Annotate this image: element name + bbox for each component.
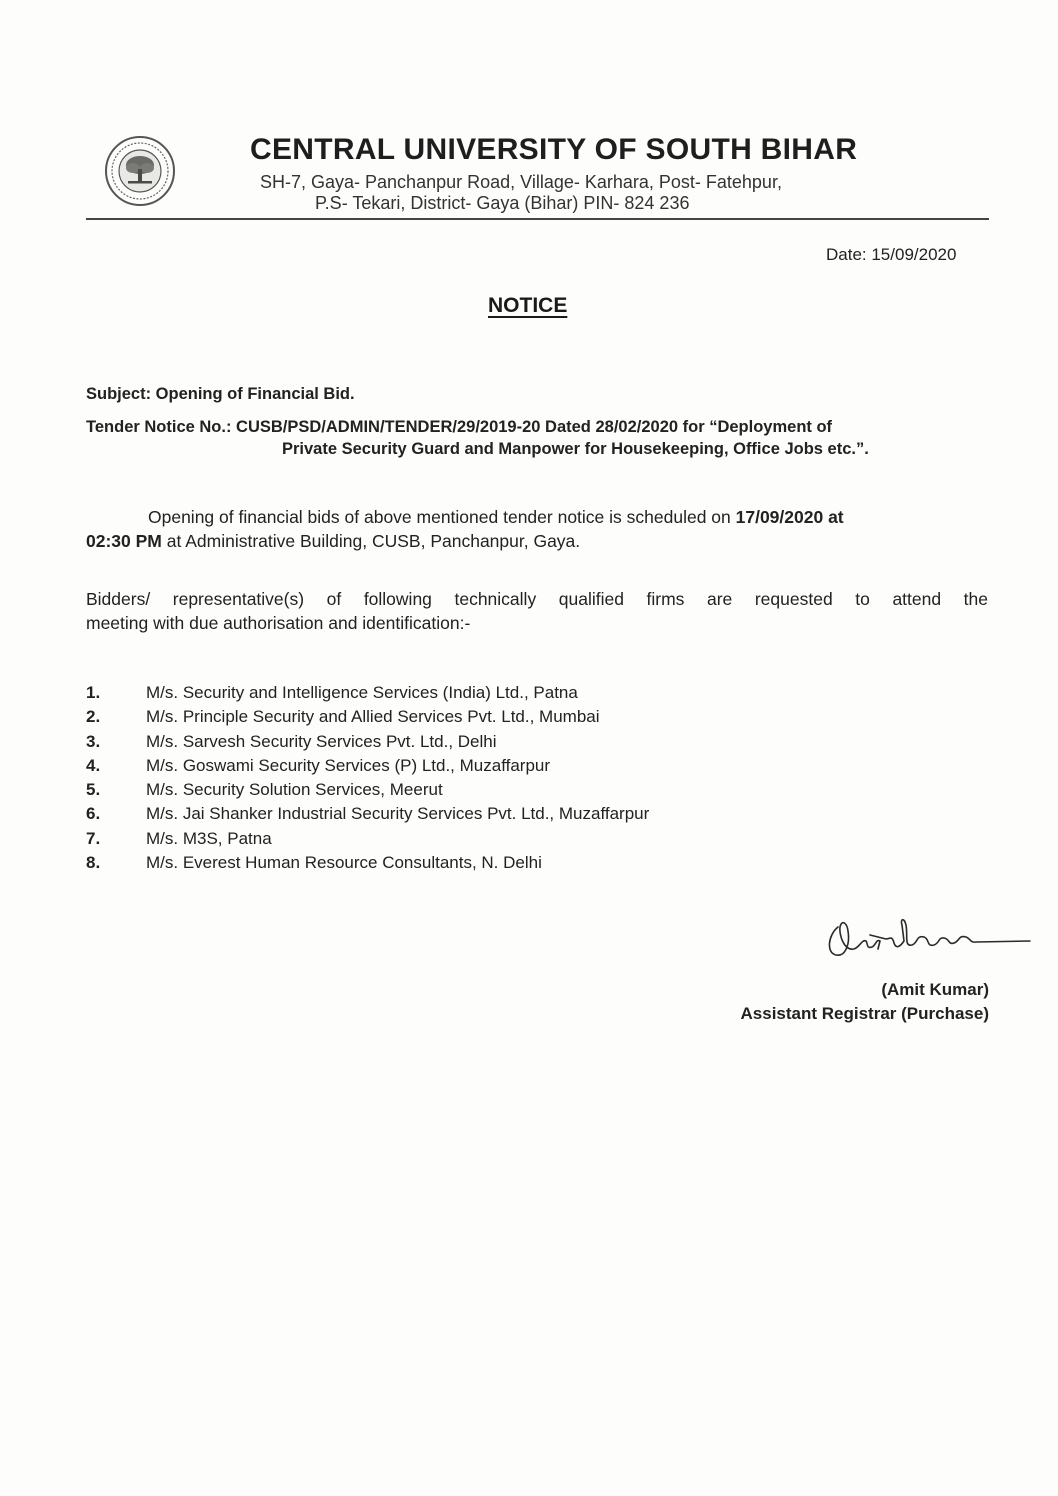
list-number: 7.: [86, 828, 101, 848]
notice-date: Date: 15/09/2020: [826, 245, 957, 264]
list-number: 8.: [86, 853, 101, 873]
firm-name: M/s. Security and Intelligence Services (India) Ltd., Patna: [146, 683, 578, 702]
list-item: [86, 829, 649, 853]
list-item: [86, 707, 649, 731]
university-emblem-icon: [104, 135, 176, 207]
notice-title: NOTICE: [488, 294, 568, 317]
list-number: 6.: [86, 804, 101, 824]
word: technically: [454, 589, 537, 609]
list-number: 1.: [86, 683, 101, 702]
list-item: [86, 780, 649, 804]
firm-name: M/s. Everest Human Resource Consultants, N. Delhi: [146, 853, 542, 873]
schedule-venue: at Administrative Building, CUSB, Panchanpur, Gaya.: [161, 531, 581, 551]
word: qualified: [558, 589, 624, 609]
address-line-1: SH-7, Gaya- Panchanpur Road, Village- Karhara, Post- Fatehpur,: [260, 172, 782, 192]
word: to: [855, 589, 870, 609]
word: firms: [646, 589, 685, 609]
firm-name: M/s. Sarvesh Security Services Pvt. Ltd., Delhi: [146, 731, 497, 751]
schedule-time: 02:30 PM: [86, 531, 162, 551]
address-line-2: P.S- Tekari, District- Gaya (Bihar) PIN- 824 236: [315, 193, 690, 213]
firm-name: M/s. Goswami Security Services (P) Ltd., Muzaffarpur: [146, 755, 551, 775]
list-item: [86, 683, 649, 707]
tender-notice-line-2: Private Security Guard and Manpower for Housekeeping, Office Jobs etc.”.: [282, 440, 869, 458]
list-number: 5.: [86, 780, 101, 800]
word: attend: [892, 589, 942, 609]
word: requested: [754, 589, 833, 609]
schedule-paragraph-line-2: [86, 531, 580, 552]
university-name: CENTRAL UNIVERSITY OF SOUTH BIHAR: [250, 133, 858, 166]
list-number: 4.: [86, 755, 101, 775]
firm-name: M/s. M3S, Patna: [146, 828, 272, 848]
word: following: [363, 589, 432, 609]
word: representative(s): [172, 589, 305, 609]
word: Bidders/: [86, 589, 151, 609]
signatory-title: Assistant Registrar (Purchase): [740, 1004, 989, 1023]
firm-name: M/s. Jai Shanker Industrial Security Services Pvt. Ltd., Muzaffarpur: [146, 804, 650, 824]
tender-notice-line-1: Tender Notice No.: CUSB/PSD/ADMIN/TENDER/29/2019-20 Dated 28/02/2020 for “Deployment of: [86, 418, 833, 436]
subject-line: Subject: Opening of Financial Bid.: [86, 385, 355, 403]
list-item: [86, 732, 649, 756]
word: are: [707, 589, 733, 609]
list-item: [86, 853, 649, 877]
bidders-paragraph-line-2: meeting with due authorisation and identification:-: [86, 613, 471, 633]
word: the: [963, 589, 988, 609]
firm-name: M/s. Principle Security and Allied Services Pvt. Ltd., Mumbai: [146, 707, 600, 727]
schedule-date: 17/09/2020 at: [735, 507, 844, 527]
list-item: [86, 804, 649, 828]
list-number: 3.: [86, 731, 101, 751]
schedule-text: Opening of financial bids of above mentioned tender notice is scheduled on: [148, 507, 736, 527]
list-number: 2.: [86, 707, 101, 727]
word: of: [326, 589, 342, 609]
schedule-paragraph-line-1: [148, 507, 844, 528]
header-divider: [86, 218, 989, 220]
list-item: [86, 756, 649, 780]
bidders-paragraph-line-1: [86, 589, 988, 610]
firm-name: M/s. Security Solution Services, Meerut: [146, 780, 443, 800]
handwritten-signature: [820, 905, 1040, 975]
signatory-name: (Amit Kumar): [881, 980, 989, 999]
qualified-firms-list: [86, 683, 649, 877]
